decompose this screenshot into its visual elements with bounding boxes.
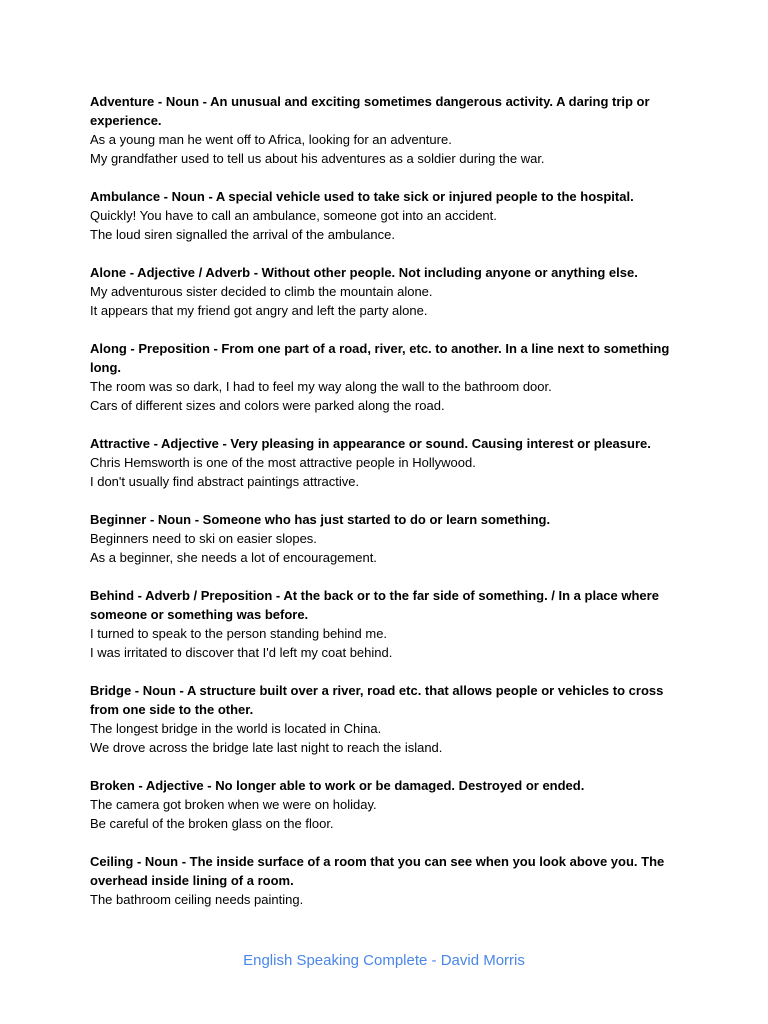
- entry-definition: Alone - Adjective / Adverb - Without other people. Not including anyone or anything else.: [90, 265, 638, 280]
- entry-behind: [90, 586, 690, 662]
- entry-definition: Behind - Adverb / Preposition - At the back or to the far side of something. / In a place where someone or something was before.: [90, 588, 659, 622]
- entry-alone: [90, 263, 690, 320]
- entry-example: Quickly! You have to call an ambulance, someone got into an accident.: [90, 208, 497, 223]
- entry-ambulance: [90, 187, 690, 244]
- entry-example: The loud siren signalled the arrival of the ambulance.: [90, 227, 395, 242]
- entry-definition: Along - Preposition - From one part of a road, river, etc. to another. In a line next to something long.: [90, 341, 670, 375]
- entry-example: My adventurous sister decided to climb the mountain alone.: [90, 284, 433, 299]
- entry-example: I turned to speak to the person standing behind me.: [90, 626, 388, 641]
- entry-beginner: [90, 510, 690, 567]
- entry-example: We drove across the bridge late last night to reach the island.: [90, 740, 443, 755]
- entry-bridge: [90, 681, 690, 757]
- entry-along: [90, 339, 690, 415]
- entry-ceiling: [90, 852, 690, 909]
- entry-attractive: [90, 434, 690, 491]
- entry-definition: Adventure - Noun - An unusual and exciting sometimes dangerous activity. A daring trip or experience.: [90, 94, 650, 128]
- entry-example: The room was so dark, I had to feel my way along the wall to the bathroom door.: [90, 379, 552, 394]
- entry-adventure: [90, 92, 690, 168]
- entry-example: As a young man he went off to Africa, looking for an adventure.: [90, 132, 452, 147]
- entry-example: I don't usually find abstract paintings attractive.: [90, 474, 360, 489]
- entry-example: Be careful of the broken glass on the floor.: [90, 816, 334, 831]
- entry-example: Cars of different sizes and colors were parked along the road.: [90, 398, 445, 413]
- page-footer: English Speaking Complete - David Morris: [243, 952, 525, 969]
- entry-example: My grandfather used to tell us about his adventures as a soldier during the war.: [90, 151, 545, 166]
- entry-definition: Bridge - Noun - A structure built over a river, road etc. that allows people or vehicles to cross from one side to the other.: [90, 683, 664, 717]
- entry-example: Beginners need to ski on easier slopes.: [90, 531, 317, 546]
- entry-example: The camera got broken when we were on holiday.: [90, 797, 377, 812]
- entry-definition: Beginner - Noun - Someone who has just started to do or learn something.: [90, 512, 551, 527]
- entry-definition: Ceiling - Noun - The inside surface of a room that you can see when you look above you. The overhead inside lining of a room.: [90, 854, 665, 888]
- entry-example: The longest bridge in the world is located in China.: [90, 721, 382, 736]
- entry-example: Chris Hemsworth is one of the most attractive people in Hollywood.: [90, 455, 476, 470]
- entry-broken: [90, 776, 690, 833]
- entry-definition: Broken - Adjective - No longer able to work or be damaged. Destroyed or ended.: [90, 778, 585, 793]
- entry-definition: Attractive - Adjective - Very pleasing in appearance or sound. Causing interest or pleasure.: [90, 436, 651, 451]
- entry-example: I was irritated to discover that I'd left my coat behind.: [90, 645, 393, 660]
- entry-example: It appears that my friend got angry and left the party alone.: [90, 303, 428, 318]
- vocabulary-list: [90, 92, 690, 928]
- entry-example: As a beginner, she needs a lot of encouragement.: [90, 550, 377, 565]
- entry-definition: Ambulance - Noun - A special vehicle used to take sick or injured people to the hospital.: [90, 189, 634, 204]
- entry-example: The bathroom ceiling needs painting.: [90, 892, 304, 907]
